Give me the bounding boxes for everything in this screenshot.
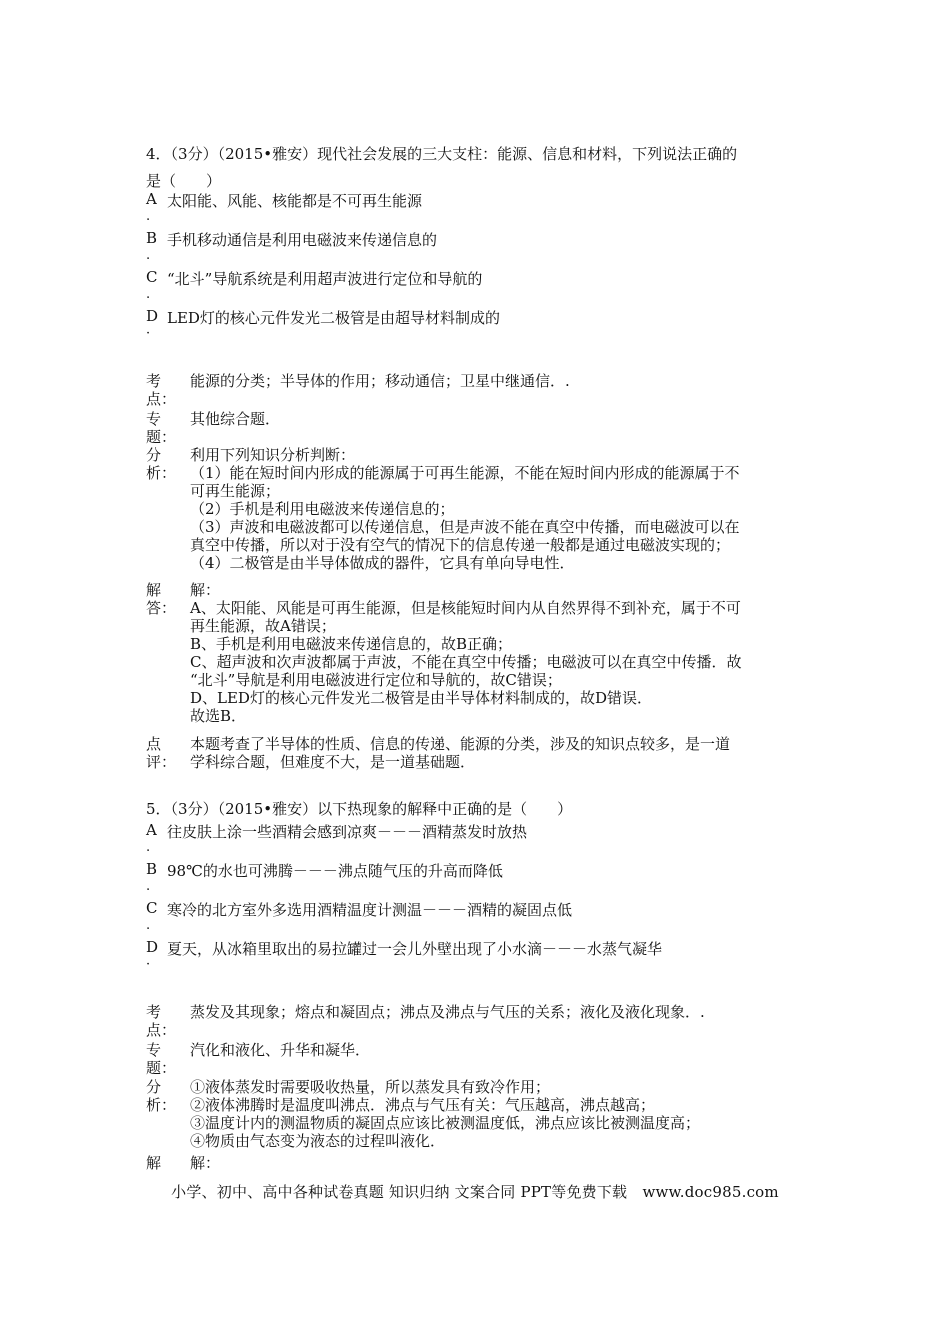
section-label: 考 点： [146, 372, 177, 408]
option-text: 98℃的水也可沸腾－－－沸点随气压的升高而降低 [167, 862, 503, 880]
q4-stem-line2: 是（ ） [146, 172, 222, 190]
option-text: 夏天，从冰箱里取出的易拉罐过一会儿外壁出现了小水滴－－－水蒸气凝华 [167, 940, 663, 958]
option-dot: . [146, 840, 151, 855]
q4-dianping [146, 735, 816, 775]
answer-line: B、手机是利用电磁波来传递信息的，故B正确； [190, 635, 513, 653]
q4-option-a[interactable] [146, 190, 826, 230]
option-letter: B [146, 860, 158, 878]
section-label: 专 题： [146, 410, 177, 446]
q5-stem-line1: 5．（3分）（2015•雅安）以下热现象的解释中正确的是（ ） [146, 800, 573, 818]
q4-option-d[interactable] [146, 307, 826, 347]
option-dot: . [146, 209, 151, 224]
option-letter: D [146, 307, 159, 325]
option-letter: C [146, 899, 158, 917]
option-text: 寒冷的北方室外多选用酒精温度计测温－－－酒精的凝固点低 [167, 901, 573, 919]
option-text: “北斗”导航系统是利用超声波进行定位和导航的 [167, 270, 483, 288]
q5-kaodian [146, 1003, 816, 1039]
analysis-line: ④物质由气态变为液态的过程叫液化． [190, 1132, 446, 1150]
option-letter: A [146, 821, 157, 839]
section-label: 分 析： [146, 1078, 177, 1114]
option-dot: . [146, 879, 151, 894]
analysis-line: ②液体沸腾时是温度叫沸点．沸点与气压有关：气压越高，沸点越高； [190, 1096, 656, 1114]
section-label: 解 [146, 1154, 162, 1172]
analysis-line: 真空中传播，所以对于没有空气的情况下的信息传递一般都是通过电磁波实现的； [190, 536, 731, 554]
comment-line: 学科综合题，但难度不大，是一道基础题． [190, 753, 476, 771]
section-label: 分 析： [146, 446, 177, 482]
comment-line: 本题考查了半导体的性质、信息的传递、能源的分类，涉及的知识点较多，是一道 [190, 735, 731, 753]
section-body [190, 735, 810, 771]
section-body: 蒸发及其现象；熔点和凝固点；沸点及沸点与气压的关系；液化及液化现象．. [190, 1003, 705, 1021]
option-letter: D [146, 938, 159, 956]
option-dot: . [146, 287, 151, 302]
answer-line: 解： [190, 581, 221, 599]
section-body [190, 1078, 810, 1150]
option-dot: . [146, 248, 151, 263]
analysis-line: ③温度计内的测温物质的凝固点应该比被测温度低，沸点应该比被测温度高； [190, 1114, 701, 1132]
q4-stem [146, 141, 811, 195]
analysis-line: 利用下列知识分析判断： [190, 446, 356, 464]
answer-line: C、超声波和次声波都属于声波，不能在真空中传播；电磁波可以在真空中传播．故 [190, 653, 742, 671]
q4-fenxi [146, 446, 816, 581]
section-body: 能源的分类；半导体的作用；移动通信；卫星中继通信．. [190, 372, 570, 390]
option-dot: . [146, 918, 151, 933]
page-footer: 小学、初中、高中各种试卷真题 知识归纳 文案合同 PPT等免费下载 www.doc985.com [171, 1183, 779, 1201]
section-label: 专 题： [146, 1041, 177, 1077]
q4-zhuanti [146, 410, 816, 446]
answer-line: “北斗”导航是利用电磁波进行定位和导航的，故C错误； [190, 671, 562, 689]
analysis-line: 可再生能源； [190, 482, 281, 500]
section-body [190, 1154, 810, 1172]
answer-line: A、太阳能、风能是可再生能源，但是核能短时间内从自然界得不到补充，属于不可 [190, 599, 741, 617]
q4-option-b[interactable] [146, 229, 826, 269]
answer-line: 解： [190, 1154, 221, 1172]
option-text: 太阳能、风能、核能都是不可再生能源 [167, 192, 423, 210]
option-dot: · [146, 326, 151, 341]
option-text: 往皮肤上涂一些酒精会感到凉爽－－－酒精蒸发时放热 [167, 823, 528, 841]
analysis-line: （2）手机是利用电磁波来传递信息的； [190, 500, 455, 518]
analysis-line: （3）声波和电磁波都可以传递信息，但是声波不能在真空中传播，而电磁波可以在 [190, 518, 740, 536]
option-letter: C [146, 268, 158, 286]
q5-option-d[interactable] [146, 938, 826, 978]
option-dot: · [146, 957, 151, 972]
analysis-line: ①液体蒸发时需要吸收热量，所以蒸发具有致冷作用； [190, 1078, 551, 1096]
q5-option-a[interactable] [146, 821, 826, 861]
answer-line: 再生能源，故A错误； [190, 617, 336, 635]
section-label: 考 点： [146, 1003, 177, 1039]
q5-fenxi [146, 1078, 816, 1156]
option-text: LED灯的核心元件发光二极管是由超导材料制成的 [167, 309, 500, 327]
analysis-line: （4）二极管是由半导体做成的器件，它具有单向导电性． [190, 554, 575, 572]
option-letter: B [146, 229, 158, 247]
section-label: 点 评： [146, 735, 177, 771]
q5-zhuanti [146, 1041, 816, 1077]
section-body [190, 446, 810, 572]
section-body: 其他综合题． [190, 410, 281, 428]
analysis-line: （1）能在短时间内形成的能源属于可再生能源，不能在短时间内形成的能源属于不 [190, 464, 740, 482]
section-label: 解 答： [146, 581, 177, 617]
answer-line: 故选B． [190, 707, 247, 725]
option-text: 手机移动通信是利用电磁波来传递信息的 [167, 231, 438, 249]
q5-jieda [146, 1154, 816, 1174]
q5-stem [146, 796, 811, 823]
q5-option-b[interactable] [146, 860, 826, 900]
q4-jieda [146, 581, 816, 733]
q4-option-c[interactable] [146, 268, 826, 308]
q4-kaodian [146, 372, 816, 408]
q5-option-c[interactable] [146, 899, 826, 939]
option-letter: A [146, 190, 157, 208]
q4-stem-line1: 4．（3分）（2015•雅安）现代社会发展的三大支柱：能源、信息和材料，下列说法正确的 [146, 145, 738, 163]
answer-line: D、LED灯的核心元件发光二极管是由半导体材料制成的，故D错误． [190, 689, 652, 707]
section-body [190, 581, 810, 725]
section-body: 汽化和液化、升华和凝华． [190, 1041, 371, 1059]
